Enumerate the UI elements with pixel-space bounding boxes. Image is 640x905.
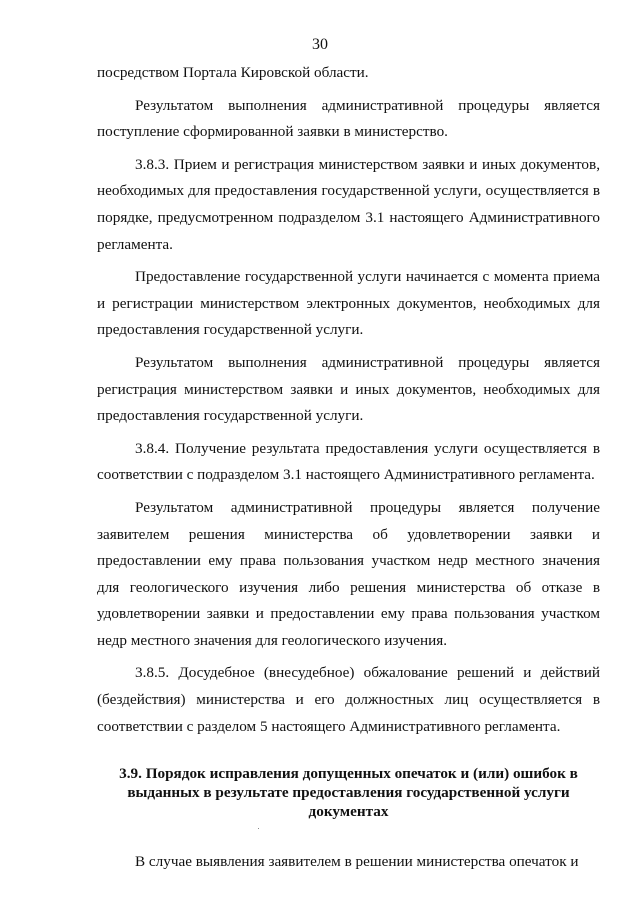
paragraph: 3.8.3. Прием и регистрация министерством заявки и иных документов, необходимых для предоставления государственной услуги, осуществляется в порядке, предусмотренном подразделом 3.1 настоящего Административного регламента. <box>97 155 600 253</box>
paragraph: 3.8.5. Досудебное (внесудебное) обжалование решений и действий (бездействия) министерства и его должностных лиц осуществляется в соответствии с разделом 5 настоящего Административного регламента. <box>97 664 600 735</box>
paragraph: Результатом выполнения административной процедуры является регистрация министерством заявки и иных документов, необходимых для предоставления государственной услуги. <box>97 353 600 425</box>
paragraph: Результатом административной процедуры является получение заявителем решения министерства об удовлетворении заявки и предоставлении ему права пользования участком недр местного значения для геологического изучения либо решения министерства об отказе в удовлетворении заявки и предоставлении ему права пользования участком недр местного значения для геологического изучения. <box>97 498 600 649</box>
paragraph: Результатом выполнения административной процедуры является поступление сформированной заявки в министерство. <box>97 96 600 141</box>
paragraph: посредством Портала Кировской области. <box>97 64 369 81</box>
paragraph: 3.8.4. Получение результата предоставления услуги осуществляется в соответствии с подразделом 3.1 настоящего Административного регламента. <box>97 439 600 484</box>
page-number: 30 <box>312 36 328 53</box>
paragraph: Предоставление государственной услуги начинается с момента приема и регистрации министерством электронных документов, необходимых для предоставления государственной услуги. <box>97 268 600 339</box>
section-heading: 3.9. Порядок исправления допущенных опечаток и (или) ошибок в выданных в результате предоставления государственной услуги документах <box>119 765 578 821</box>
scan-speck <box>258 828 259 829</box>
paragraph: В случае выявления заявителем в решении министерства опечаток и <box>135 853 579 871</box>
document-body <box>97 60 600 882</box>
